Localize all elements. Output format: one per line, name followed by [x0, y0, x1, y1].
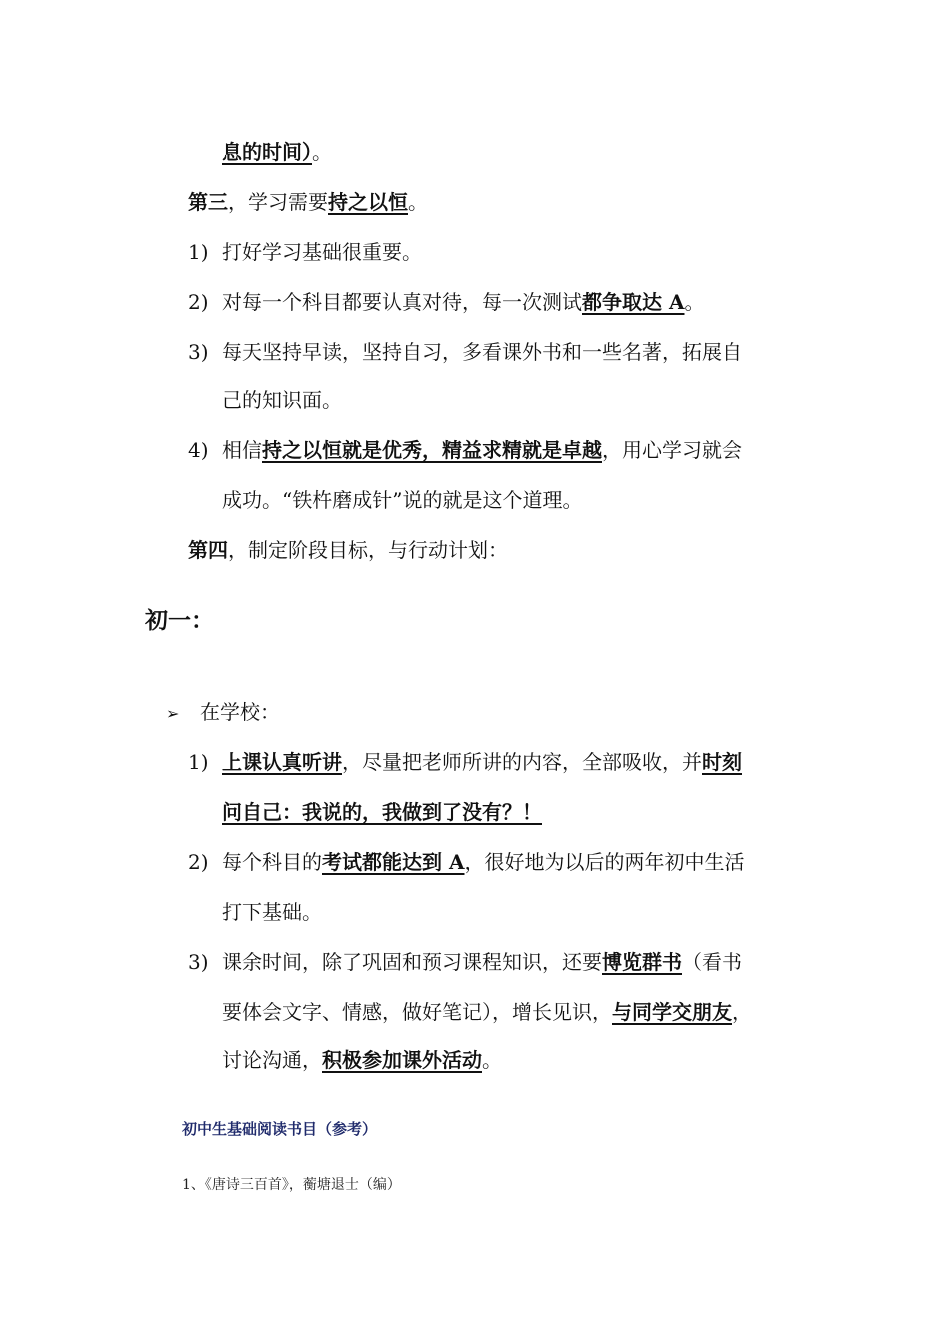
- item-number: 1): [188, 750, 209, 774]
- list-item-continuation: [222, 998, 752, 1026]
- emphasis-text: 时刻: [702, 750, 742, 774]
- emphasis-text: 考试都能达到 A: [322, 850, 465, 874]
- list-item: [188, 338, 742, 366]
- reading-list-item: 1、《唐诗三百首》，蘅塘退士（编）: [182, 1177, 401, 1193]
- plain-text: 打下基础。: [222, 900, 322, 924]
- emphasis-text: 都争取达 A: [582, 290, 685, 314]
- plain-text: ，: [732, 1000, 752, 1024]
- plain-text: 在学校：: [200, 700, 280, 724]
- item-number: 3): [188, 340, 209, 364]
- section-three: [188, 188, 428, 216]
- plain-text: 。: [684, 290, 705, 314]
- plain-text: 对每一个科目都要认真对待，每一次测试: [222, 290, 582, 314]
- plain-text: 相信: [222, 438, 262, 462]
- item-number: 1): [188, 240, 209, 264]
- text-line: [222, 138, 332, 166]
- arrow-bullet-icon: ➢: [166, 704, 180, 723]
- plain-text: （看书: [682, 950, 742, 974]
- section-label: 第三: [188, 190, 228, 214]
- emphasis-text: 上课认真听讲: [222, 750, 342, 774]
- emphasis-text: 持之以恒就是优秀，精益求精就是卓越: [262, 438, 602, 462]
- plain-text: 。: [408, 190, 428, 214]
- emphasis-text: 积极参加课外活动: [322, 1048, 482, 1072]
- section-four: [188, 536, 508, 564]
- item-number: 4): [188, 438, 209, 462]
- plain-text: 成功。“铁杵磨成针”说的就是这个道理。: [222, 488, 583, 512]
- list-item-continuation: [222, 386, 342, 414]
- emphasis-text: 与同学交朋友: [612, 1000, 732, 1024]
- emphasis-text: 持之以恒: [328, 190, 408, 214]
- list-item: [188, 288, 704, 316]
- list-item-continuation: [222, 798, 542, 826]
- plain-text: ，很好地为以后的两年初中生活: [464, 850, 745, 874]
- list-item-continuation: [222, 1046, 502, 1074]
- list-item: [188, 848, 744, 876]
- plain-text: ，学习需要: [228, 190, 328, 214]
- list-item-continuation: [222, 898, 322, 926]
- grade-heading: 初一：: [145, 607, 214, 634]
- plain-text: 每天坚持早读，坚持自习，多看课外书和一些名著，拓展自: [222, 340, 742, 364]
- plain-text: ，用心学习就会: [602, 438, 742, 462]
- list-item-continuation: [222, 486, 582, 514]
- emphasis-text: 博览群书: [602, 950, 682, 974]
- plain-text: ，制定阶段目标，与行动计划：: [228, 538, 508, 562]
- section-label: 第四: [188, 538, 228, 562]
- plain-text: 。: [482, 1048, 502, 1072]
- plain-text: 课余时间，除了巩固和预习课程知识，还要: [222, 950, 602, 974]
- list-item: [188, 436, 742, 464]
- plain-text: 打好学习基础很重要。: [222, 240, 422, 264]
- emphasis-text: 问自己：我说的，我做到了没有？！: [222, 800, 542, 824]
- plain-text: 己的知识面。: [222, 388, 342, 412]
- plain-text: ，尽量把老师所讲的内容，全部吸收，并: [342, 750, 702, 774]
- bullet-item: [166, 698, 280, 728]
- list-item: [188, 948, 742, 976]
- item-number: 3): [188, 950, 209, 974]
- list-item: [188, 748, 742, 776]
- plain-text: 要体会文字、情感，做好笔记），增长见识，: [222, 1000, 612, 1024]
- item-number: 2): [188, 850, 209, 874]
- list-item: [188, 238, 422, 266]
- item-number: 2): [188, 290, 209, 314]
- plain-text: 每个科目的: [222, 850, 322, 874]
- reading-list-title: 初中生基础阅读书目（参考）: [182, 1120, 378, 1138]
- plain-text: 讨论沟通，: [222, 1048, 322, 1072]
- plain-text: 。: [312, 140, 332, 164]
- emphasis-text: 息的时间）: [222, 140, 312, 164]
